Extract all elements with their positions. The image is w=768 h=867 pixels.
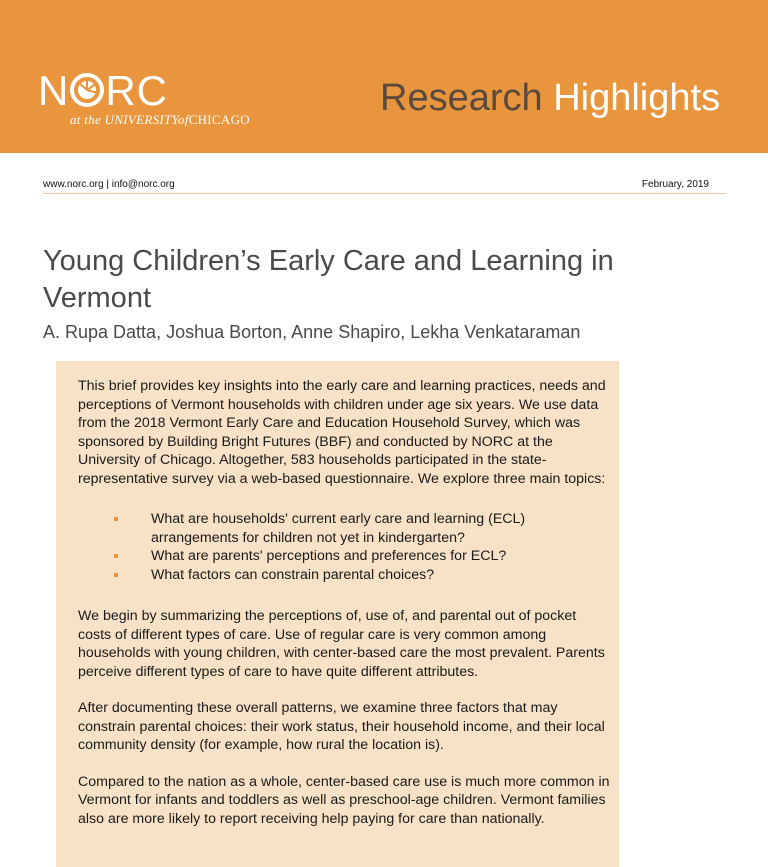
summary-box [56, 361, 619, 867]
summary-paragraph: Compared to the nation as a whole, center-based care use is much more common in Vermont for infants and toddlers as well as preschool-age children. Vermont families also are more likely to report receiving help paying for care than nationally. [78, 773, 610, 827]
summary-paragraph: We begin by summarizing the perceptions of, use of, and parental out of pocket costs of different types of care. Use of regular care is very common among households with young children, with center-based care the most prevalent. Parents perceive different types of care to have quite different attributes. [78, 608, 605, 680]
author-list: A. Rupa Datta, Joshua Borton, Anne Shapiro, Lekha Venkataraman [43, 322, 581, 342]
bullet-icon [114, 554, 118, 558]
norc-logo[interactable] [38, 67, 268, 130]
bullet-icon [114, 573, 118, 577]
masthead-word-highlights: Highlights [553, 77, 721, 119]
masthead-title [380, 76, 720, 120]
header-divider [43, 193, 726, 194]
publication-date: February, 2019 [641, 179, 709, 190]
logo-subtitle: at the UNIVERSITYofCHICAGO [70, 112, 250, 127]
list-item [78, 566, 613, 585]
topics-list [78, 510, 613, 584]
topic-text: What factors can constrain parental choices? [151, 566, 435, 583]
list-item [78, 510, 613, 547]
logo-o-burst-icon [70, 73, 104, 107]
bullet-icon [114, 517, 118, 521]
masthead-band [0, 0, 768, 153]
summary-text [78, 377, 613, 828]
contact-links[interactable]: www.norc.org | info@norc.org [43, 179, 175, 190]
list-item [78, 547, 613, 566]
topic-text: What are parents' perceptions and preferences for ECL? [151, 548, 507, 564]
logo-wordmark: N RC [38, 67, 169, 114]
summary-paragraph: After documenting these overall patterns, we examine three factors that may constrain parental choices: their work status, their household income, and their local community density (for example, how rural the location is). [78, 700, 605, 753]
topic-text: What are households' current early care and learning (ECL) arrangements for children not yet in kindergarten? [151, 511, 526, 546]
summary-intro: This brief provides key insights into the early care and learning practices, needs and perceptions of Vermont households with children under age six years. We use data from the 2018 Vermont Early Care and Education Household Survey, which was sponsored by Building Bright Futures (BBF) and conducted by NORC at the University of Chicago. Altogether, 583 households participated in the state-representative survey via a web-based questionnaire. We explore three main topics: [78, 378, 606, 487]
masthead-word-research: Research [380, 77, 543, 119]
document-title: Young Children’s Early Care and Learning in Vermont [43, 245, 614, 314]
